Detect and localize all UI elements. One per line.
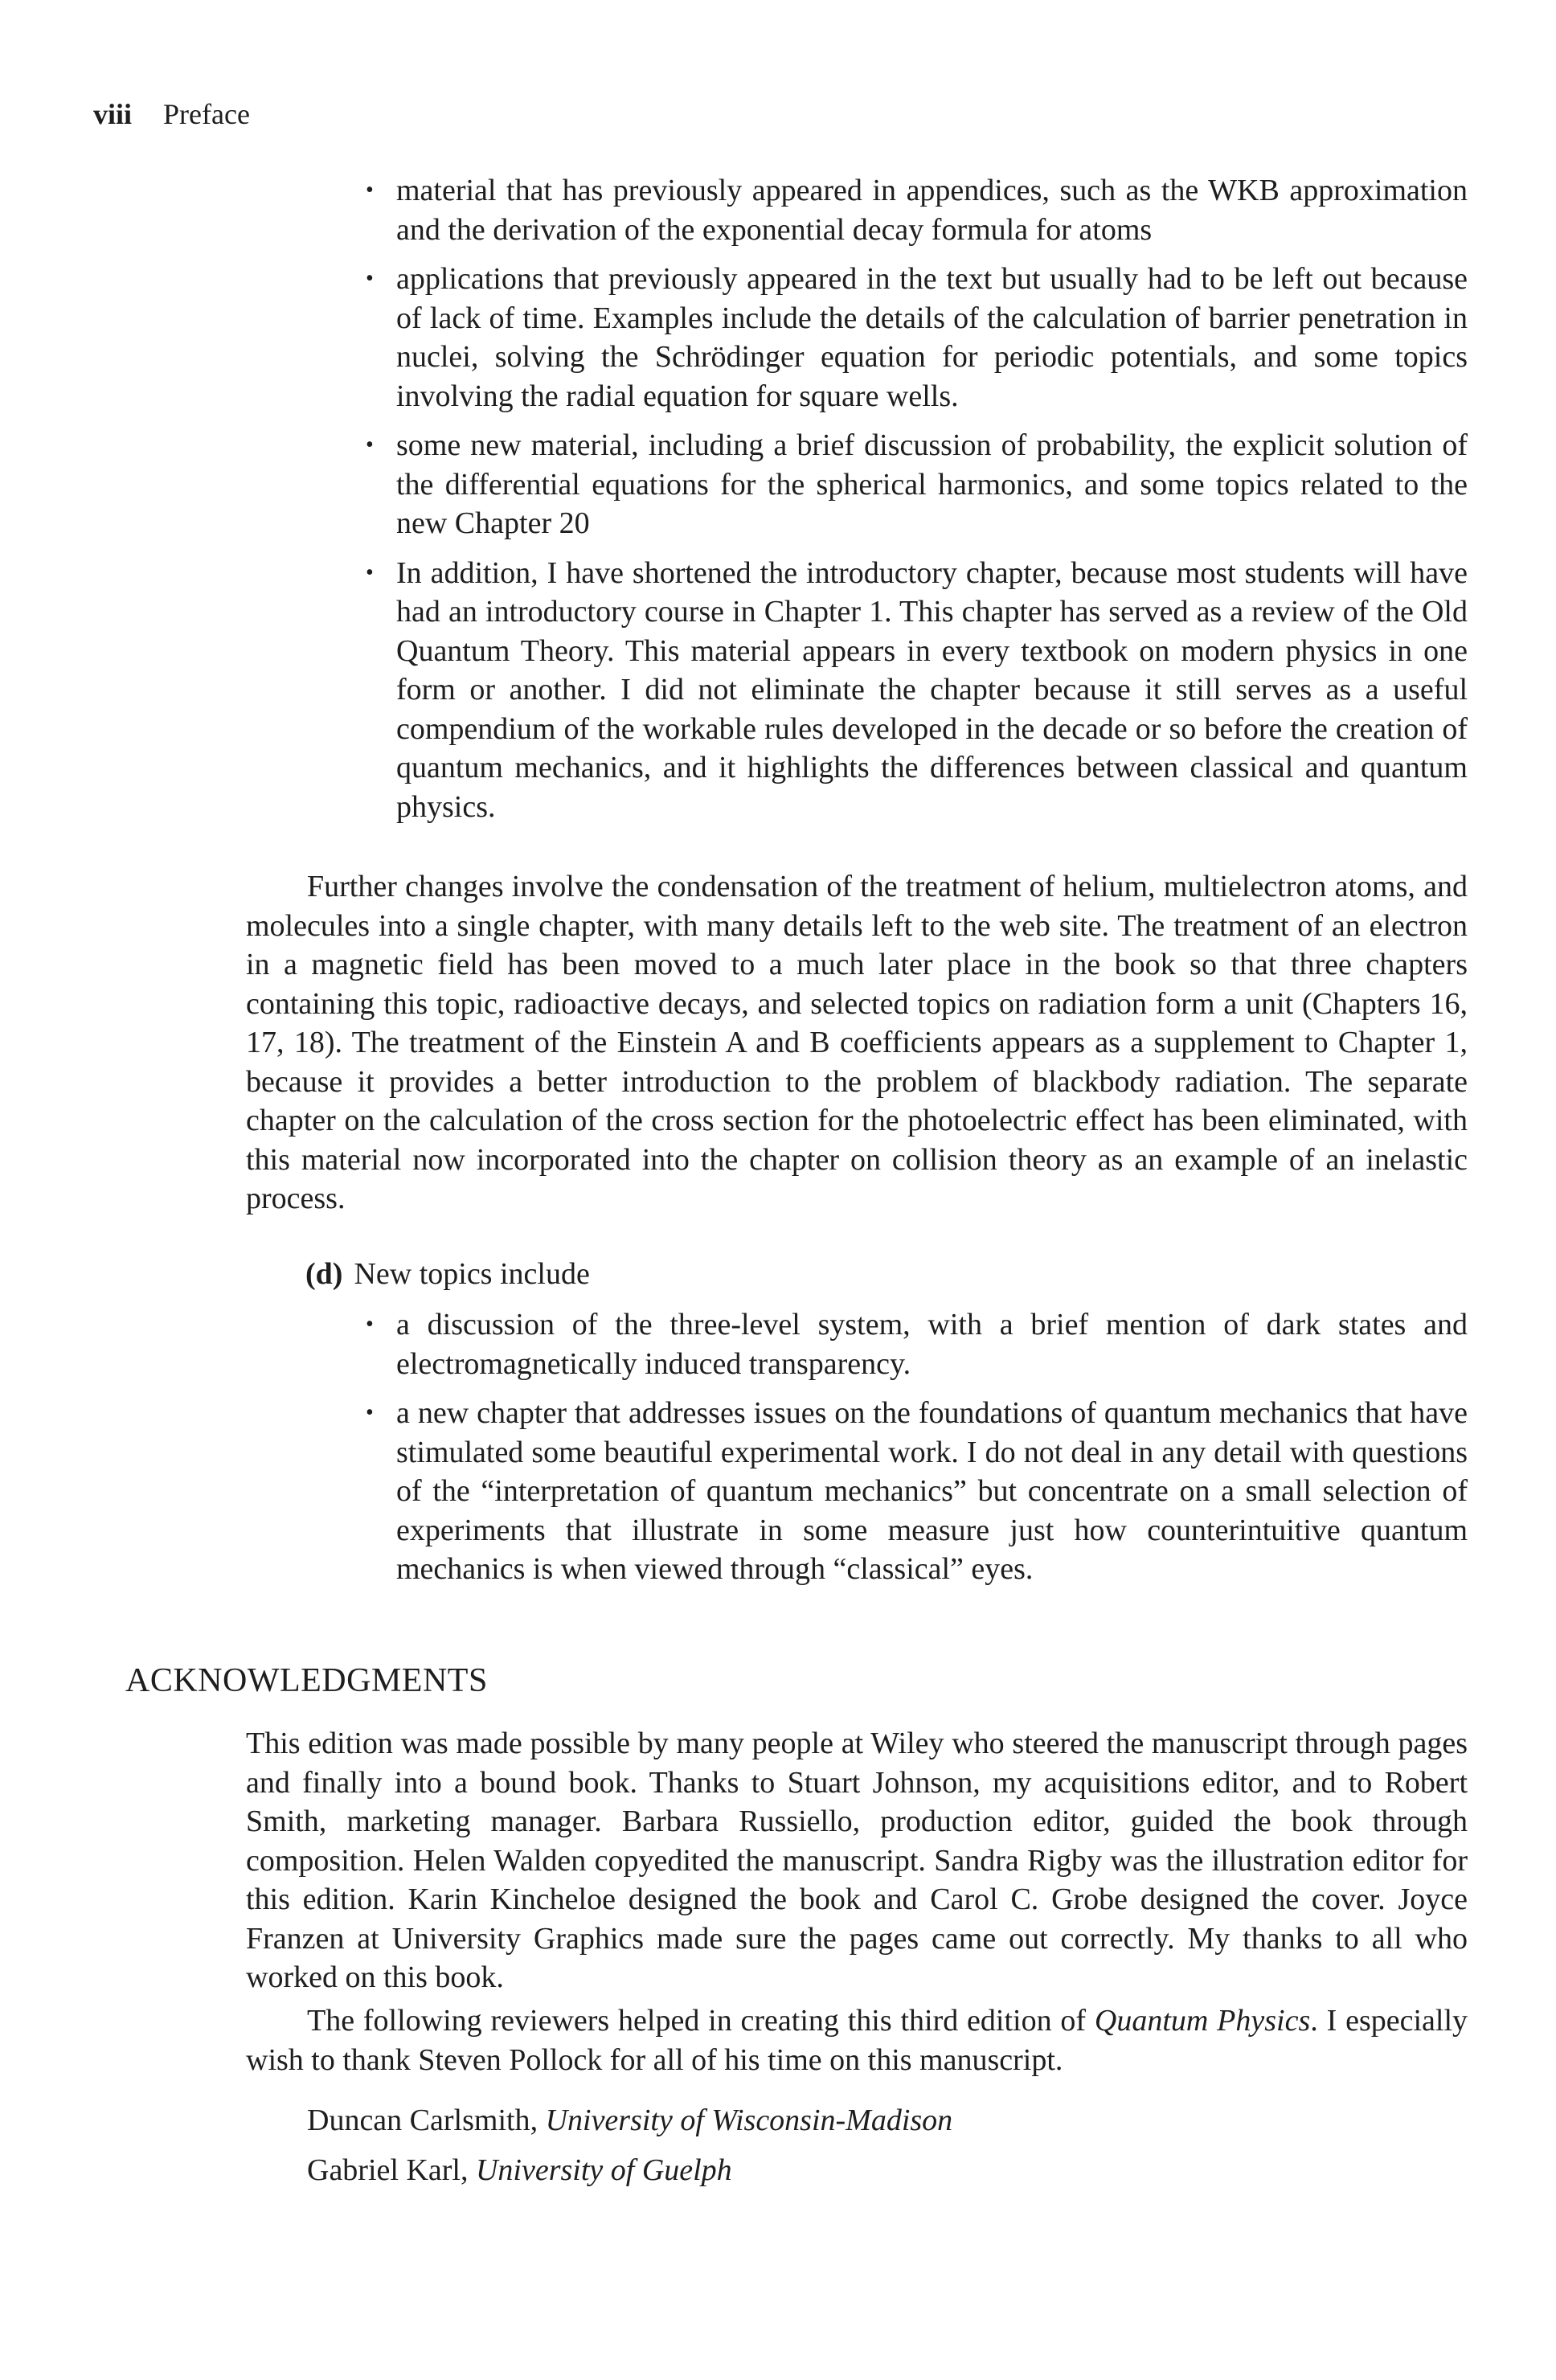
item-d-text: New topics include [354,1257,590,1291]
bullet-icon: • [366,559,374,585]
list-item [366,1394,1468,1589]
list-item-text: some new material, including a brief discussion of probability, the explicit solution of the differential equations for the spherical harmonics, and some topics related to the new Chapter 20 [396,428,1468,540]
acknowledgments-paragraph-1: This edition was made possible by many people at Wiley who steered the manuscript through pages and finally into a bound book. Thanks to Stuart Johnson, my acquisitions editor, and to Robert Smith, marketing manager. Barbara Russiello, production editor, guided the book through composition. Helen Walden copyedited the manuscript. Sandra Rigby was the illustration editor for this edition. Karin Kincheloe designed the book and Carol C. Grobe designed the cover. Joyce Franzen at University Graphics made sure the pages came out correctly. My thanks to all who worked on this book. [246,1727,1468,1994]
bullet-icon: • [366,1312,374,1337]
bullet-icon: • [366,178,374,203]
reviewer-entry: Duncan Carlsmith, University of Wisconsin-Madison [307,2103,953,2137]
list-item [366,554,1468,827]
reviewer-affiliation: University of Guelph [475,2153,732,2187]
paragraph-2-rest: . I especially wish to thank Steven Pollock for all of his time on this manuscript. [246,2004,1468,2077]
bullet-icon: • [366,432,374,457]
list-item-text: material that has previously appeared in appendices, such as the WKB approximation and the derivation of the exponential decay formula for atoms [396,174,1468,247]
bullet-icon: • [366,1400,374,1425]
further-changes-paragraph: Further changes involve the condensation of the treatment of helium, multielectron atoms, and molecules into a single chapter, with many details left to the web site. The treatment of an electron in a magnetic field has been moved to a much later place in the book so that three chapters containing this topic, radioactive decays, and selected topics on radiation form a unit (Chapters 16, 17, 18). The treatment of the Einstein A and B coefficients appears as a supplement to Chapter 1, because it provides a better introduction to the problem of blackbody radiation. The separate chapter on the calculation of the cross section for the photoelectric effect has been eliminated, with this material now incorporated into the chapter on collision theory as an example of an inelastic process. [246,870,1468,1215]
list-item-text: a new chapter that addresses issues on the foundations of quantum mechanics that have stimulated some beautiful experimental work. I do not deal in any detail with questions of the “interpretation of quantum mechanics” but concentrate on a small selection of experiments that illustrate in some measure just how counterintuitive quantum mechanics is when viewed through “classical” eyes. [396,1396,1468,1586]
running-title: Preface [163,98,250,130]
acknowledgments-paragraph-2 [246,2001,1468,2079]
paragraph-2-lead: The following reviewers helped in creating this third edition of [307,2004,1095,2038]
list-item-text: In addition, I have shortened the introductory chapter, because most students will have had an introductory course in Chapter 1. This chapter has served as a review of the Old Quantum Theory. This material appears in every textbook on modern physics in one form or another. I did not eliminate the chapter because it still serves as a useful compendium of the workable rules developed in the decade or so before the creation of quantum mechanics, and it highlights the differences between classical and quantum physics. [396,555,1468,824]
list-item [366,260,1468,416]
new-topics-list [366,1305,1468,1600]
reviewer-name: Duncan Carlsmith [307,2103,530,2137]
list-item [366,426,1468,543]
bullet-icon: • [366,266,374,291]
reviewer-affiliation: University of Wisconsin-Madison [545,2103,953,2137]
running-header [93,96,250,132]
acknowledgments-heading: ACKNOWLEDGMENTS [125,1662,488,1699]
reviewer-name: Gabriel Karl [307,2153,461,2187]
item-d-label: (d) [305,1257,343,1291]
list-item-text: applications that previously appeared in the text but usually had to be left out because of lack of time. Examples include the details of the calculation of barrier penetration in nuclei, solving the Schrödinger equation for periodic potentials, and some topics involving the radial equation for square wells. [396,262,1468,413]
list-item [366,171,1468,249]
item-d [305,1255,590,1294]
book-title: Quantum Physics [1094,2004,1311,2038]
continued-bullet-list [366,171,1468,837]
list-item-text: a discussion of the three-level system, with a brief mention of dark states and electromagnetically induced transparency. [396,1308,1468,1381]
reviewer-entry: Gabriel Karl, University of Guelph [307,2153,732,2187]
list-item [366,1305,1468,1383]
page-number: viii [93,98,133,130]
